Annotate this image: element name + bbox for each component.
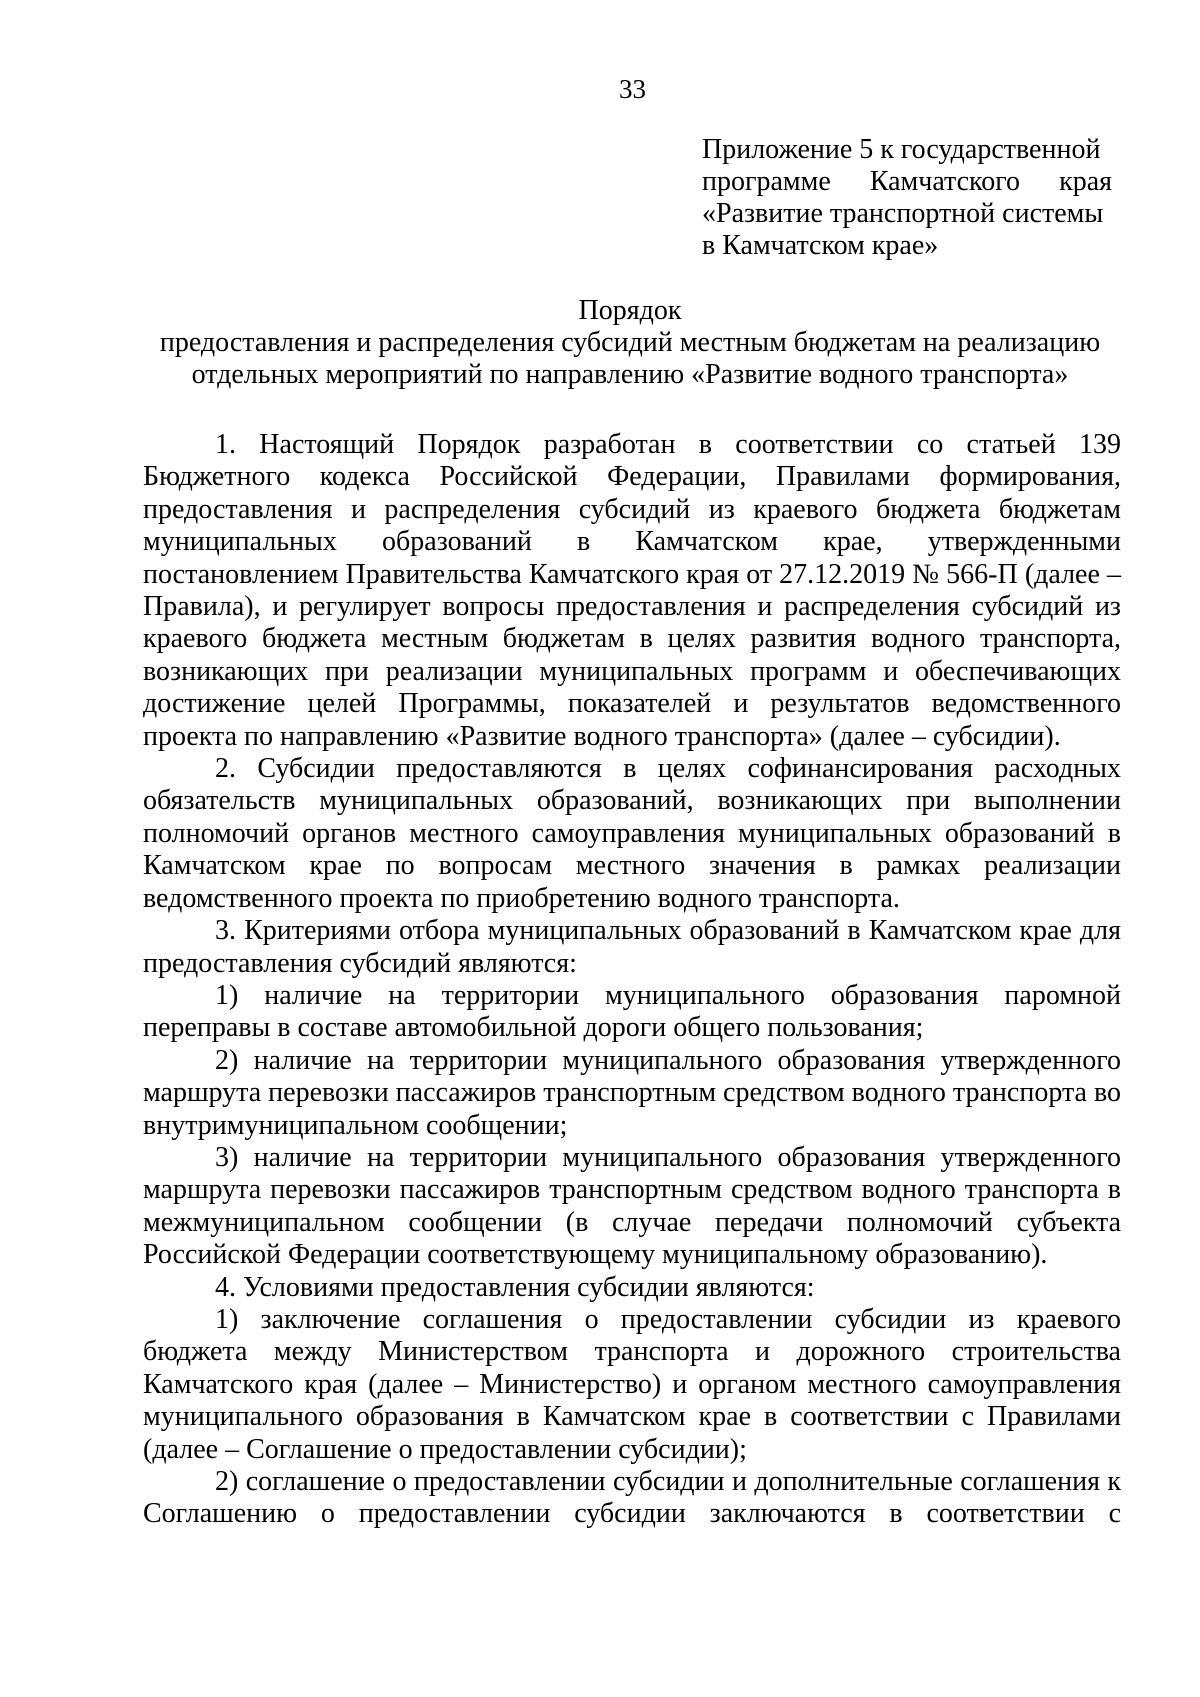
paragraph-1: 1. Настоящий Порядок разработан в соответствии со статьей 139 Бюджетного кодекса Российской Федерации, Правилами формирования, предоставления и распределения субсидий из краевого бюджета бюджетам муниципальных образований в Камчатском крае, утвержденными постановлением Правительства Камчатского края от 27.12.2019 № 566-П (далее – Правила), и регулирует вопросы предоставления и распределения субсидий из краевого бюджета местным бюджетам в целях развития водного транспорта, возникающих при реализации муниципальных программ и обеспечивающих достижение целей Программы, показателей и результатов ведомственного проекта по направлению «Развитие водного транспорта» (далее – субсидии). <box>143 429 1121 752</box>
appendix-line-2: программе Камчатского края <box>702 166 1112 197</box>
paragraph-3-item-1: 1) наличие на территории муниципального образования паромной переправы в составе автомобильной дороги общего пользования; <box>143 979 1121 1044</box>
title-line-1: предоставления и распределения субсидий местным бюджетам на реализацию <box>159 327 1101 358</box>
paragraph-3-item-2: 2) наличие на территории муниципального образования утвержденного маршрута перевозки пассажиров транспортным средством водного транспорта во внутримуниципальном сообщении; <box>143 1044 1121 1141</box>
appendix-header <box>702 134 1112 262</box>
appendix-line-3: «Развитие транспортной системы <box>702 198 1104 229</box>
title-heading: Порядок <box>578 295 682 326</box>
paragraph-3-item-3: 3) наличие на территории муниципального образования утвержденного маршрута перевозки пассажиров транспортным средством водного транспорта в межмуниципальном сообщении (в случае передачи полномочий субъекта Российской Федерации соответствующему муниципальному образованию). <box>143 1141 1121 1271</box>
paragraph-3: 3. Критериями отбора муниципальных образований в Камчатском крае для предоставления субсидий являются: <box>143 915 1121 979</box>
title-line-2: отдельных мероприятий по направлению «Развитие водного транспорта» <box>191 359 1069 390</box>
document-body <box>143 429 1121 1531</box>
paragraph-2: 2. Субсидии предоставляются в целях софинансирования расходных обязательств муниципальных образований, возникающих при выполнении полномочий органов местного самоуправления муниципальных образований в Камчатском крае по вопросам местного значения в рамках реализации ведомственного проекта по приобретению водного транспорта. <box>143 753 1121 914</box>
paragraph-4-item-2: 2) соглашение о предоставлении субсидии и дополнительные соглашения к Соглашению о предоставлении субсидии заключаются в соответствии с <box>143 1466 1121 1530</box>
appendix-line-1: Приложение 5 к государственной <box>702 134 1101 165</box>
paragraph-4-item-1: 1) заключение соглашения о предоставлении субсидии из краевого бюджета между Министерством транспорта и дорожного строительства Камчатского края (далее – Министерство) и органом местного самоуправления муниципального образования в Камчатском крае в соответствии с Правилами (далее – Соглашение о предоставлении субсидии); <box>143 1303 1121 1465</box>
paragraph-4: 4. Условиями предоставления субсидии являются: <box>215 1271 815 1303</box>
appendix-line-4: в Камчатском крае» <box>702 230 939 261</box>
document-title <box>120 295 1140 391</box>
page-number: 33 <box>619 74 646 104</box>
